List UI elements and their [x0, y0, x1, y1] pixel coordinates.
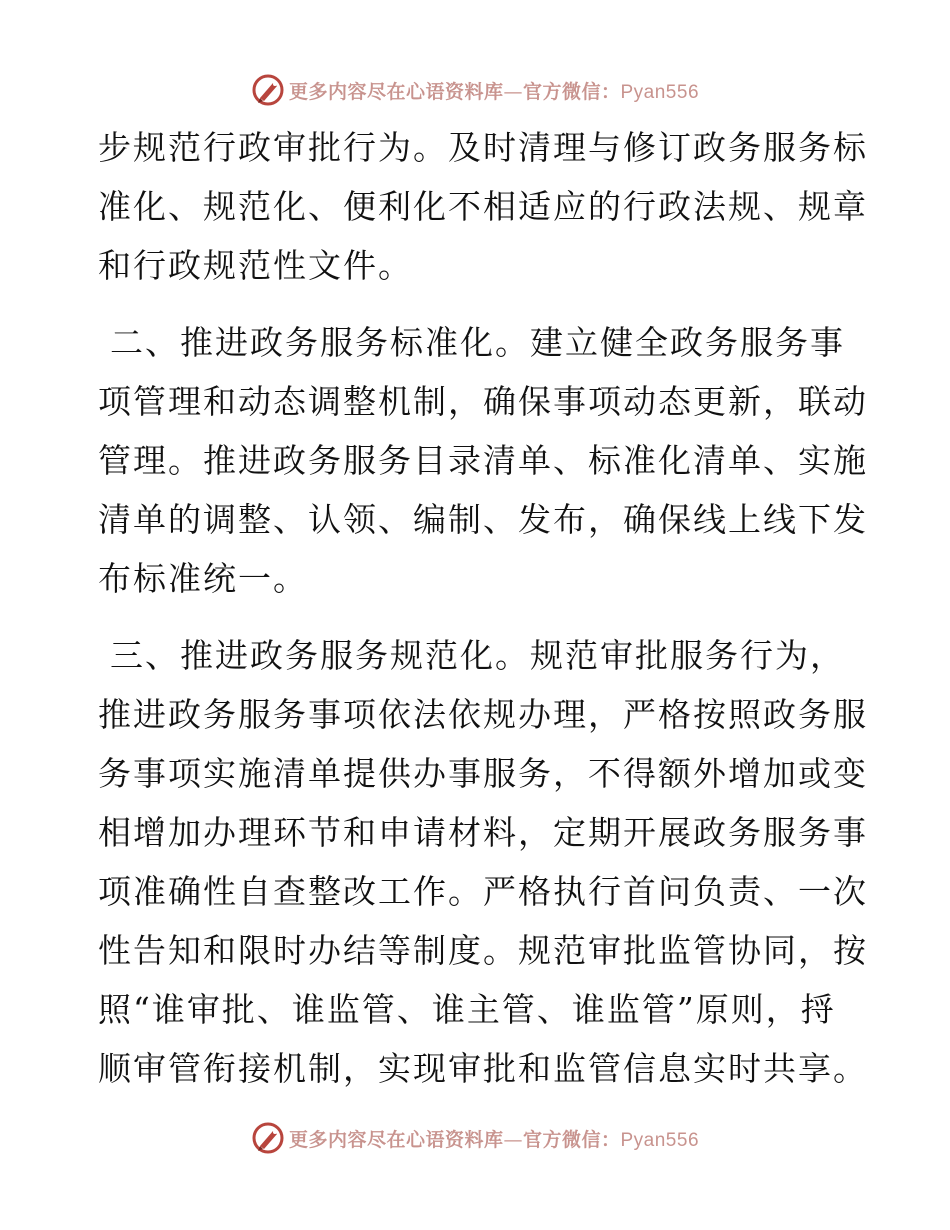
header-watermark-main: 更多内容尽在心语资料库: [288, 80, 504, 103]
text-line: 顺审管衔接机制，实现审批和监管信息实时共享。: [98, 1049, 868, 1088]
paragraph-1: [98, 118, 868, 295]
text-line: 项准确性自查整改工作。严格执行首问负责、一次: [98, 872, 868, 911]
text-line: 三、推进政务服务规范化。规范审批服务行为，: [110, 636, 845, 675]
footer-watermark-text: [289, 1125, 699, 1152]
header-watermark-wechat-id: Pyan556: [620, 81, 700, 103]
text-line: 二、推进政务服务标准化。建立健全政务服务事: [110, 323, 845, 362]
footer-watermark-main: 更多内容尽在心语资料库: [288, 1128, 504, 1151]
header-watermark-separator: —: [503, 80, 523, 103]
text-line: 管理。推进政务服务目录清单、标准化清单、实施: [98, 441, 868, 480]
header-watermark-text: [289, 77, 699, 104]
text-line: 步规范行政审批行为。及时清理与修订政务服务标: [98, 128, 868, 167]
text-line: 推进政务服务事项依法依规办理，严格按照政务服: [98, 695, 868, 734]
document-body: [98, 118, 868, 1098]
text-line: 布标准统一。: [98, 559, 308, 598]
header-watermark-banner: [0, 70, 950, 110]
text-line: 相增加办理环节和申请材料，定期开展政务服务事: [98, 813, 868, 852]
paragraph-3: [98, 626, 868, 1098]
footer-watermark-official: 官方微信：: [522, 1128, 621, 1151]
header-watermark-official: 官方微信：: [522, 80, 621, 103]
paragraph-2: [98, 313, 868, 608]
footer-watermark-wechat-id: Pyan556: [620, 1129, 700, 1151]
footer-watermark-separator: —: [503, 1128, 523, 1151]
footer-watermark-banner: [0, 1118, 950, 1158]
text-line: 清单的调整、认领、编制、发布，确保线上线下发: [98, 500, 868, 539]
text-line: 项管理和动态调整机制，确保事项动态更新，联动: [98, 382, 868, 421]
text-line: 照“谁审批、谁监管、谁主管、谁监管”原则，捋: [98, 990, 836, 1029]
paragraph-gap: [98, 608, 858, 626]
text-line: 准化、规范化、便利化不相适应的行政法规、规章: [98, 187, 868, 226]
text-line: 和行政规范性文件。: [98, 246, 413, 285]
text-line: 务事项实施清单提供办事服务，不得额外增加或变: [98, 754, 868, 793]
pen-logo-icon: [251, 73, 285, 107]
paragraph-gap: [98, 295, 858, 313]
pen-logo-icon: [251, 1121, 285, 1155]
text-line: 性告知和限时办结等制度。规范审批监管协同，按: [98, 931, 868, 970]
